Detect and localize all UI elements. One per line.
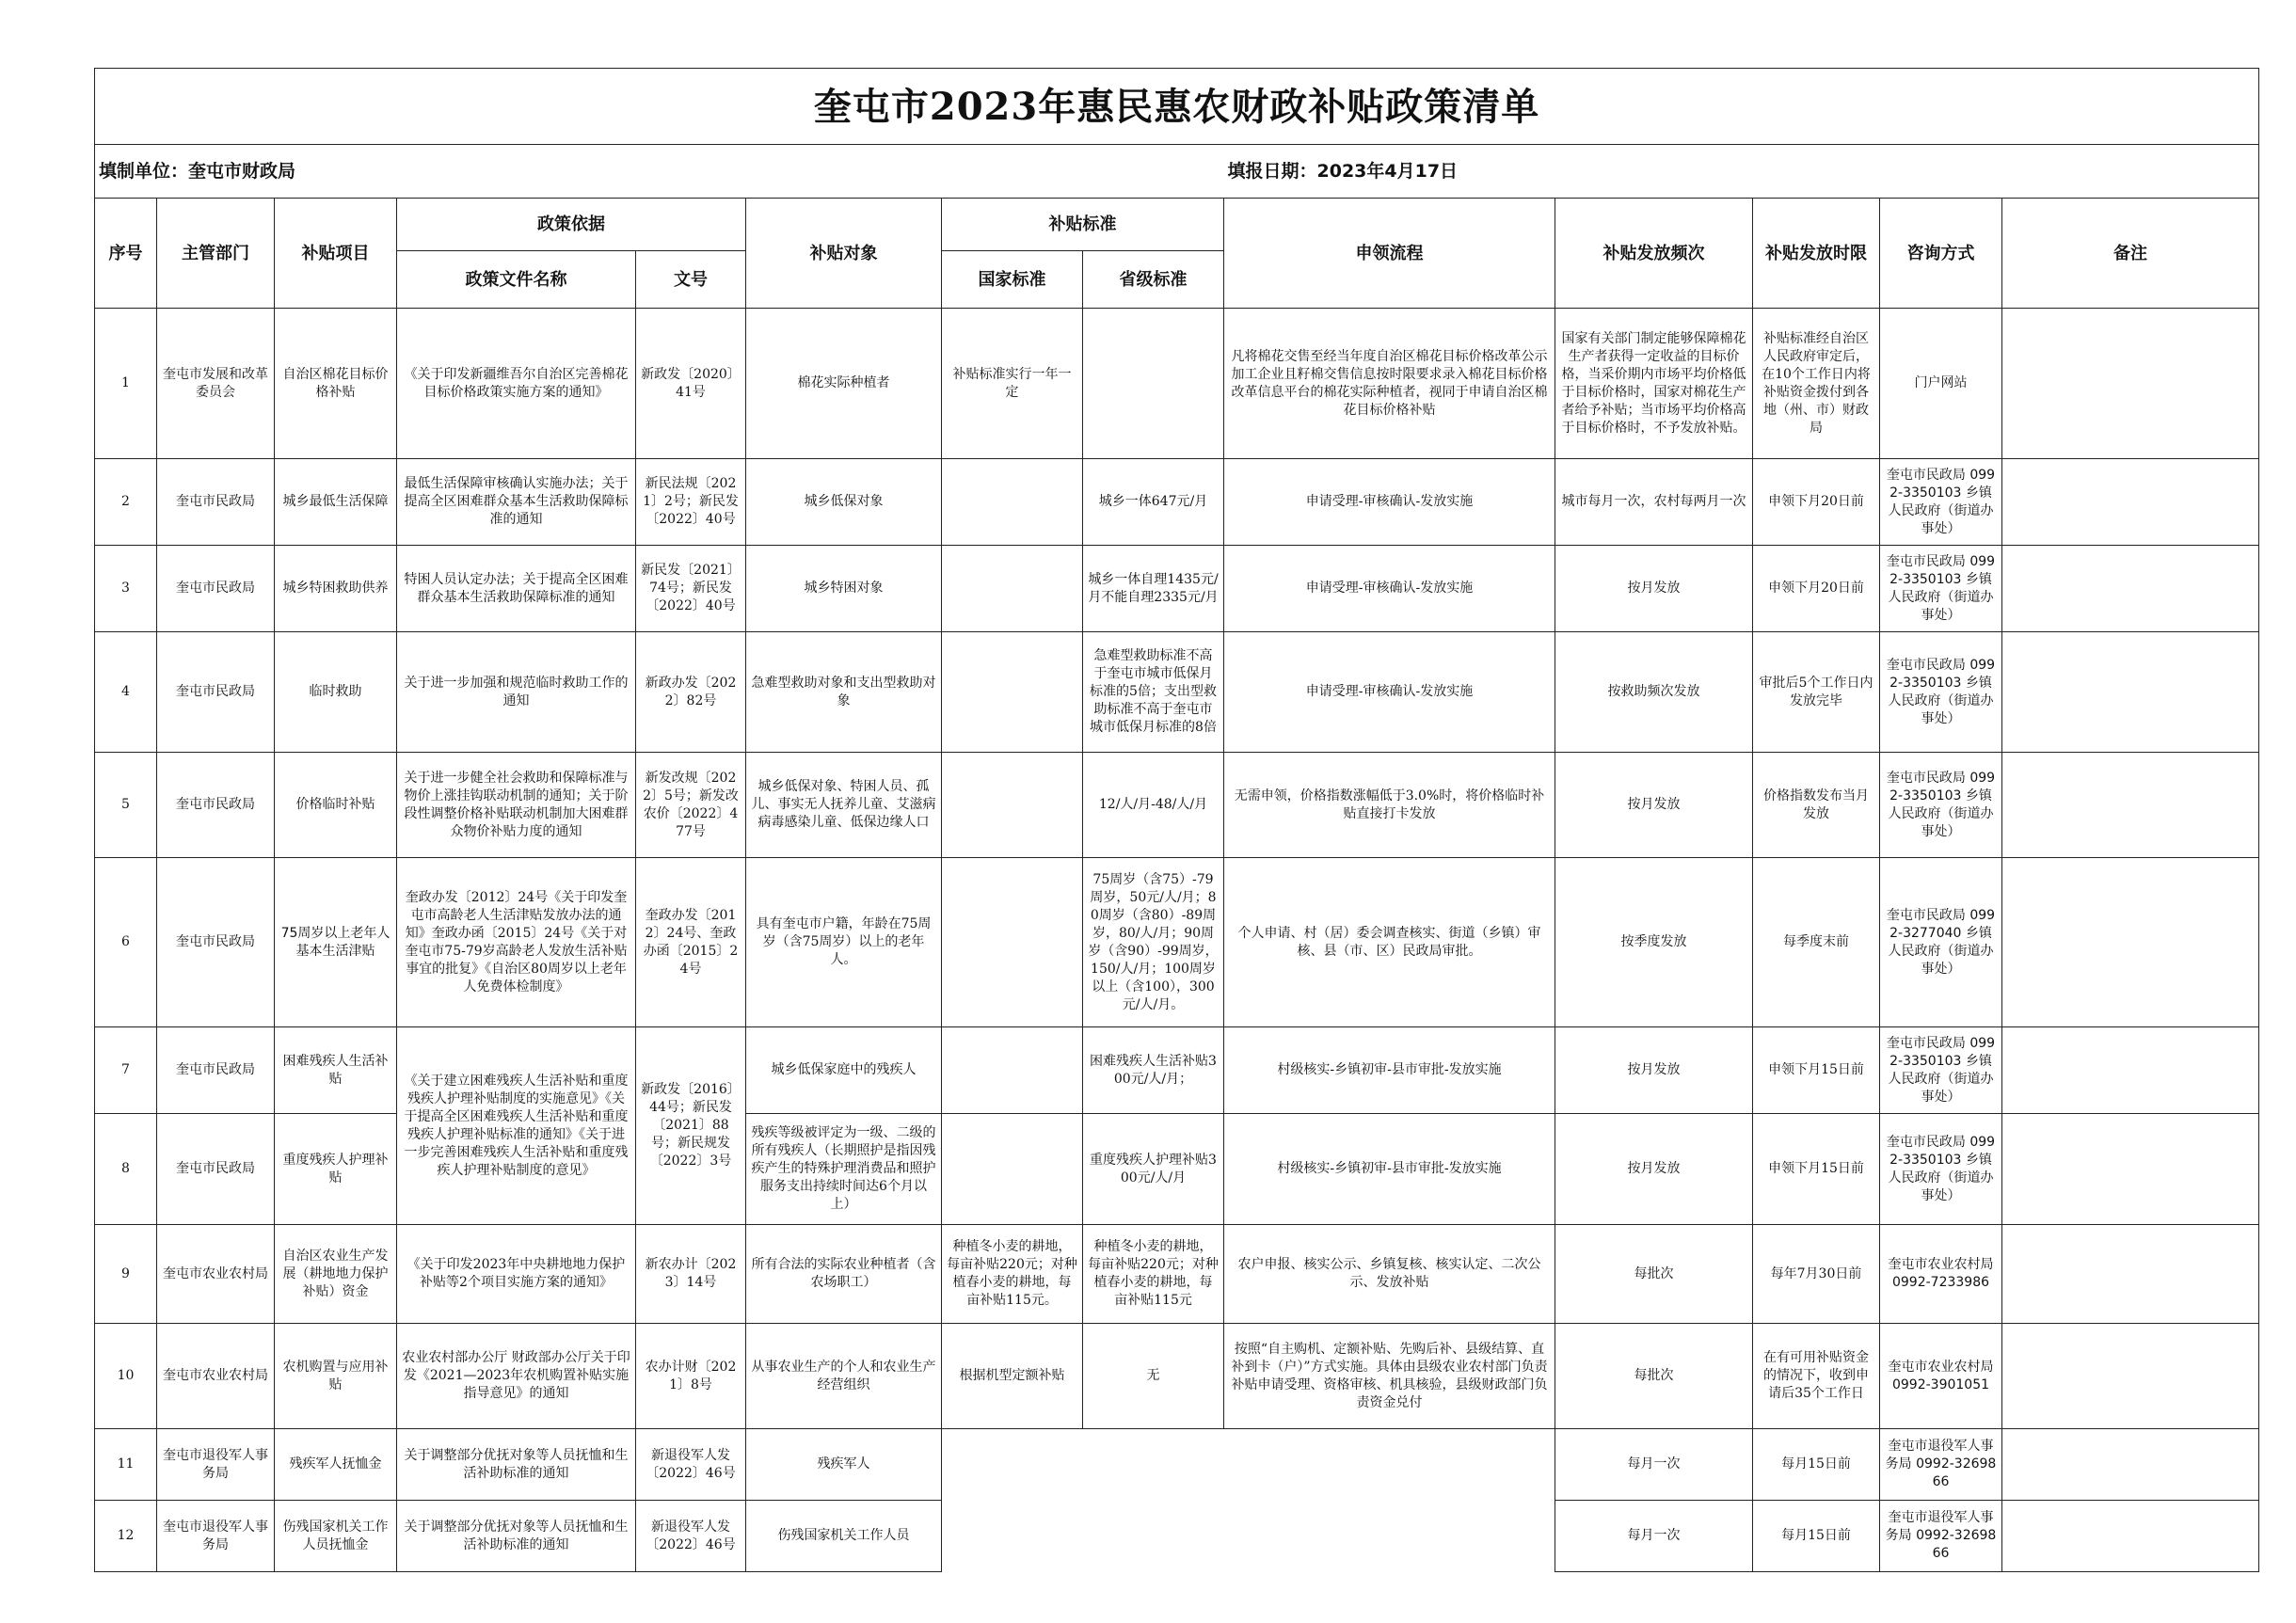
cell-freq: 按月发放 (1555, 1114, 1753, 1225)
cell-contact: 奎屯市农业农村局 0992-7233986 (1880, 1225, 2002, 1324)
table-row (95, 459, 2259, 546)
cell-project: 重度残疾人护理补贴 (275, 1114, 397, 1225)
cell-project: 困难残疾人生活补贴 (275, 1027, 397, 1114)
fill-unit: 填制单位：奎屯市财政局 (95, 145, 1224, 199)
cell-contact: 奎屯市民政局 0992-3350103 乡镇人民政府（街道办事处） (1880, 546, 2002, 632)
cell-seq: 3 (95, 546, 157, 632)
cell-national (942, 632, 1083, 753)
cell-contact: 奎屯市退役军人事务局 0992-3269866 (1880, 1501, 2002, 1572)
cell-time: 申领下月20日前 (1753, 459, 1880, 546)
cell-target: 具有奎屯市户籍，年龄在75周岁（含75周岁）以上的老年人。 (746, 858, 942, 1027)
cell-national (942, 1114, 1083, 1225)
cell-doc-no: 新发改规〔2022〕5号；新发改农价〔2022〕477号 (636, 753, 746, 858)
page-title: 奎屯市2023年惠民惠农财政补贴政策清单 (95, 69, 2259, 145)
cell-dept: 奎屯市民政局 (157, 1027, 275, 1114)
cell-time: 在有可用补贴资金的情况下，收到申请后35个工作日 (1753, 1324, 1880, 1429)
cell-doc-name: 《关于印发新疆维吾尔自治区完善棉花目标价格政策实施方案的通知》 (397, 309, 636, 459)
cell-national (942, 1027, 1083, 1114)
cell-doc-no: 新退役军人发〔2022〕46号 (636, 1429, 746, 1501)
cell-process: 村级核实-乡镇初审-县市审批-发放实施 (1224, 1027, 1555, 1114)
cell-doc-name: 奎政办发〔2012〕24号《关于印发奎屯市高龄老人生活津贴发放办法的通知》奎政办函〔2015〕24号《关于对奎屯市75-79岁高龄老人发放生活补贴事宜的批复》《自治区80周岁以上老年人免费体检制度》 (397, 858, 636, 1027)
cell-provincial: 种植冬小麦的耕地，每亩补贴220元；对种植春小麦的耕地，每亩补贴115元 (1083, 1225, 1224, 1324)
cell-doc-no: 新政办发〔2022〕82号 (636, 632, 746, 753)
cell-dept: 奎屯市农业农村局 (157, 1225, 275, 1324)
cell-seq: 4 (95, 632, 157, 753)
cell-note (2002, 1429, 2259, 1501)
cell-national (942, 546, 1083, 632)
cell-doc-no: 新民法规〔2021〕2号；新民发〔2022〕40号 (636, 459, 746, 546)
cell-dept: 奎屯市民政局 (157, 753, 275, 858)
cell-note (2002, 459, 2259, 546)
cell-process: 无需申领，价格指数涨幅低于3.0%时，将价格临时补贴直接打卡发放 (1224, 753, 1555, 858)
cell-target: 城乡低保对象、特困人员、孤儿、事实无人抚养儿童、艾滋病病毒感染儿童、低保边缘人口 (746, 753, 942, 858)
cell-freq: 城市每月一次，农村每两月一次 (1555, 459, 1753, 546)
cell-time: 审批后5个工作日内发放完毕 (1753, 632, 1880, 753)
table-row (95, 309, 2259, 459)
cell-dept: 奎屯市民政局 (157, 858, 275, 1027)
cell-project: 75周岁以上老年人基本生活津贴 (275, 858, 397, 1027)
cell-contact: 奎屯市农业农村局 0992-3901051 (1880, 1324, 2002, 1429)
cell-target: 所有合法的实际农业种植者（含农场职工） (746, 1225, 942, 1324)
cell-note (2002, 309, 2259, 459)
header-doc-name: 政策文件名称 (397, 251, 636, 309)
cell-freq: 按月发放 (1555, 753, 1753, 858)
cell-target: 急难型救助对象和支出型救助对象 (746, 632, 942, 753)
cell-note (2002, 1501, 2259, 1572)
cell-seq: 12 (95, 1501, 157, 1572)
cell-seq: 11 (95, 1429, 157, 1501)
cell-freq: 每批次 (1555, 1324, 1753, 1429)
cell-contact: 奎屯市民政局 0992-3350103 乡镇人民政府（街道办事处） (1880, 632, 2002, 753)
table-row (95, 858, 2259, 1027)
cell-time: 价格指数发布当月发放 (1753, 753, 1880, 858)
cell-contact: 奎屯市民政局 0992-3350103 乡镇人民政府（街道办事处） (1880, 1027, 2002, 1114)
table-row (95, 753, 2259, 858)
cell-seq: 9 (95, 1225, 157, 1324)
cell-doc-no: 新退役军人发〔2022〕46号 (636, 1501, 746, 1572)
cell-doc-no: 农办计财〔2021〕8号 (636, 1324, 746, 1429)
table-row (95, 1324, 2259, 1429)
cell-project: 自治区农业生产发展（耕地地力保护补贴）资金 (275, 1225, 397, 1324)
cell-project: 价格临时补贴 (275, 753, 397, 858)
cell-seq: 7 (95, 1027, 157, 1114)
cell-target: 城乡低保家庭中的残疾人 (746, 1027, 942, 1114)
table-row (95, 632, 2259, 753)
cell-doc-no: 新政发〔2020〕41号 (636, 309, 746, 459)
cell-doc-no: 奎政办发〔2012〕24号、奎政办函〔2015〕24号 (636, 858, 746, 1027)
cell-project: 城乡最低生活保障 (275, 459, 397, 546)
cell-dept: 奎屯市民政局 (157, 632, 275, 753)
cell-project: 自治区棉花目标价格补贴 (275, 309, 397, 459)
cell-national: 补贴标准实行一年一定 (942, 309, 1083, 459)
cell-freq: 按季度发放 (1555, 858, 1753, 1027)
table-row (95, 1027, 2259, 1114)
cell-time: 补贴标准经自治区人民政府审定后，在10个工作日内将补贴资金拨付到各地（州、市）财政局 (1753, 309, 1880, 459)
cell-doc-name: 关于进一步健全社会救助和保障标准与物价上涨挂钩联动机制的通知；关于阶段性调整价格补贴联动机制加大困难群众物价补贴力度的通知 (397, 753, 636, 858)
cell-contact: 奎屯市民政局 0992-3350103 乡镇人民政府（街道办事处） (1880, 753, 2002, 858)
header-target: 补贴对象 (746, 199, 942, 309)
cell-provincial: 12/人/月-48/人/月 (1083, 753, 1224, 858)
cell-provincial: 城乡一体647元/月 (1083, 459, 1224, 546)
policy-sheet (94, 68, 2258, 1572)
cell-provincial: 困难残疾人生活补贴300元/人/月； (1083, 1027, 1224, 1114)
cell-doc-name: 《关于建立困难残疾人生活补贴和重度残疾人护理补贴制度的实施意见》《关于提高全区困难残疾人生活补贴和重度残疾人护理补贴标准的通知》《关于进一步完善困难残疾人生活补贴和重度残疾人护理补贴制度的意见》 (397, 1027, 636, 1225)
cell-national: 根据机型定额补贴 (942, 1324, 1083, 1429)
cell-time: 申领下月20日前 (1753, 546, 1880, 632)
cell-doc-name: 关于调整部分优抚对象等人员抚恤和生活补助标准的通知 (397, 1429, 636, 1501)
cell-provincial (1083, 309, 1224, 459)
cell-dept: 奎屯市农业农村局 (157, 1324, 275, 1429)
cell-provincial: 75周岁（含75）-79周岁，50元/人/月；80周岁（含80）-89周岁，80/人/月；90周岁（含90）-99周岁，150/人/月；100周岁以上（含100），300元/人/月。 (1083, 858, 1224, 1027)
cell-process: 农户申报、核实公示、乡镇复核、核实认定、二次公示、发放补贴 (1224, 1225, 1555, 1324)
cell-dept: 奎屯市退役军人事务局 (157, 1501, 275, 1572)
cell-contact: 奎屯市民政局 0992-3350103 乡镇人民政府（街道办事处） (1880, 1114, 2002, 1225)
cell-provincial: 急难型救助标准不高于奎屯市城市低保月标准的5倍；支出型救助标准不高于奎屯市城市低保月标准的8倍 (1083, 632, 1224, 753)
cell-dept: 奎屯市发展和改革委员会 (157, 309, 275, 459)
table-row (95, 546, 2259, 632)
cell-seq: 1 (95, 309, 157, 459)
cell-doc-name: 关于进一步加强和规范临时救助工作的通知 (397, 632, 636, 753)
cell-freq: 每月一次 (1555, 1429, 1753, 1501)
cell-target: 残疾等级被评定为一级、二级的所有残疾人（长期照护是指因残疾产生的特殊护理消费品和照护服务支出持续时间达6个月以上） (746, 1114, 942, 1225)
cell-project: 伤残国家机关工作人员抚恤金 (275, 1501, 397, 1572)
cell-time: 每月15日前 (1753, 1429, 1880, 1501)
cell-contact: 奎屯市退役军人事务局 0992-3269866 (1880, 1429, 2002, 1501)
header-contact: 咨询方式 (1880, 199, 2002, 309)
cell-note (2002, 858, 2259, 1027)
cell-seq: 8 (95, 1114, 157, 1225)
cell-process: 村级核实-乡镇初审-县市审批-发放实施 (1224, 1114, 1555, 1225)
cell-target: 残疾军人 (746, 1429, 942, 1501)
cell-contact: 奎屯市民政局 0992-3350103 乡镇人民政府（街道办事处） (1880, 459, 2002, 546)
cell-dept: 奎屯市民政局 (157, 459, 275, 546)
cell-note (2002, 1324, 2259, 1429)
cell-dept: 奎屯市民政局 (157, 1114, 275, 1225)
cell-project: 农机购置与应用补贴 (275, 1324, 397, 1429)
cell-target: 城乡低保对象 (746, 459, 942, 546)
cell-target: 伤残国家机关工作人员 (746, 1501, 942, 1572)
cell-dept: 奎屯市民政局 (157, 546, 275, 632)
cell-dept: 奎屯市退役军人事务局 (157, 1429, 275, 1501)
header-dept: 主管部门 (157, 199, 275, 309)
fill-date: 填报日期：2023年4月17日 (1224, 145, 2259, 199)
cell-freq: 每批次 (1555, 1225, 1753, 1324)
cell-seq: 10 (95, 1324, 157, 1429)
cell-time: 每月15日前 (1753, 1501, 1880, 1572)
cell-doc-name: 特困人员认定办法；关于提高全区困难群众基本生活救助保障标准的通知 (397, 546, 636, 632)
header-seq: 序号 (95, 199, 157, 309)
cell-doc-name: 《关于印发2023年中央耕地地力保护补贴等2个项目实施方案的通知》 (397, 1225, 636, 1324)
cell-doc-no: 新政发〔2016〕44号；新民发〔2021〕88号；新民规发〔2022〕3号 (636, 1027, 746, 1225)
cell-national (942, 753, 1083, 858)
table-row (95, 1225, 2259, 1324)
cell-process: 申请受理-审核确认-发放实施 (1224, 632, 1555, 753)
cell-note (2002, 546, 2259, 632)
cell-process: 申请受理-审核确认-发放实施 (1224, 546, 1555, 632)
cell-national: 种植冬小麦的耕地，每亩补贴220元；对种植春小麦的耕地，每亩补贴115元。 (942, 1225, 1083, 1324)
cell-contact: 门户网站 (1880, 309, 2002, 459)
cell-time: 每年7月30日前 (1753, 1225, 1880, 1324)
cell-freq: 按救助频次发放 (1555, 632, 1753, 753)
cell-doc-no: 新民发〔2021〕74号；新民发〔2022〕40号 (636, 546, 746, 632)
header-process: 申领流程 (1224, 199, 1555, 309)
cell-seq: 6 (95, 858, 157, 1027)
header-doc-no: 文号 (636, 251, 746, 309)
header-project: 补贴项目 (275, 199, 397, 309)
cell-standard-process-empty (942, 1429, 1555, 1572)
cell-freq: 每月一次 (1555, 1501, 1753, 1572)
cell-freq: 国家有关部门制定能够保障棉花生产者获得一定收益的目标价格，当采价期内市场平均价格低于目标价格时，国家对棉花生产者给予补贴；当市场平均价格高于目标价格时，不予发放补贴。 (1555, 309, 1753, 459)
cell-note (2002, 753, 2259, 858)
cell-time: 申领下月15日前 (1753, 1114, 1880, 1225)
cell-provincial: 城乡一体自理1435元/月不能自理2335元/月 (1083, 546, 1224, 632)
header-basis: 政策依据 (397, 199, 746, 251)
header-note: 备注 (2002, 199, 2259, 309)
header-provincial: 省级标准 (1083, 251, 1224, 309)
cell-freq: 按月发放 (1555, 1027, 1753, 1114)
cell-national (942, 459, 1083, 546)
cell-project: 城乡特困救助供养 (275, 546, 397, 632)
cell-note (2002, 632, 2259, 753)
cell-seq: 5 (95, 753, 157, 858)
cell-doc-name: 关于调整部分优抚对象等人员抚恤和生活补助标准的通知 (397, 1501, 636, 1572)
policy-table (94, 68, 2259, 1572)
cell-time: 每季度末前 (1753, 858, 1880, 1027)
cell-national (942, 858, 1083, 1027)
table-row (95, 1429, 2259, 1501)
cell-project: 临时救助 (275, 632, 397, 753)
header-freq: 补贴发放频次 (1555, 199, 1753, 309)
cell-time: 申领下月15日前 (1753, 1027, 1880, 1114)
cell-process: 申请受理-审核确认-发放实施 (1224, 459, 1555, 546)
cell-contact: 奎屯市民政局 0992-3277040 乡镇人民政府（街道办事处） (1880, 858, 2002, 1027)
cell-note (2002, 1114, 2259, 1225)
cell-target: 从事农业生产的个人和农业生产经营组织 (746, 1324, 942, 1429)
header-national: 国家标准 (942, 251, 1083, 309)
cell-project: 残疾军人抚恤金 (275, 1429, 397, 1501)
cell-freq: 按月发放 (1555, 546, 1753, 632)
cell-doc-name: 农业农村部办公厅 财政部办公厅关于印发《2021—2023年农机购置补贴实施指导意见》的通知 (397, 1324, 636, 1429)
cell-process: 按照“自主购机、定额补贴、先购后补、县级结算、直补到卡（户）”方式实施。具体由县级农业农村部门负责补贴申请受理、资格审核、机具核验，县级财政部门负责资金兑付 (1224, 1324, 1555, 1429)
cell-provincial: 无 (1083, 1324, 1224, 1429)
cell-doc-name: 最低生活保障审核确认实施办法；关于提高全区困难群众基本生活救助保障标准的通知 (397, 459, 636, 546)
cell-doc-no: 新农办计〔2023〕14号 (636, 1225, 746, 1324)
cell-note (2002, 1225, 2259, 1324)
cell-target: 城乡特困对象 (746, 546, 942, 632)
header-time: 补贴发放时限 (1753, 199, 1880, 309)
cell-provincial: 重度残疾人护理补贴300元/人/月 (1083, 1114, 1224, 1225)
cell-target: 棉花实际种植者 (746, 309, 942, 459)
cell-process: 凡将棉花交售至经当年度自治区棉花目标价格改革公示加工企业且籽棉交售信息按时限要求录入棉花目标价格改革信息平台的棉花实际种植者，视同于申请自治区棉花目标价格补贴 (1224, 309, 1555, 459)
cell-process: 个人申请、村（居）委会调查核实、街道（乡镇）审核、县（市、区）民政局审批。 (1224, 858, 1555, 1027)
cell-note (2002, 1027, 2259, 1114)
header-standard: 补贴标准 (942, 199, 1224, 251)
cell-seq: 2 (95, 459, 157, 546)
